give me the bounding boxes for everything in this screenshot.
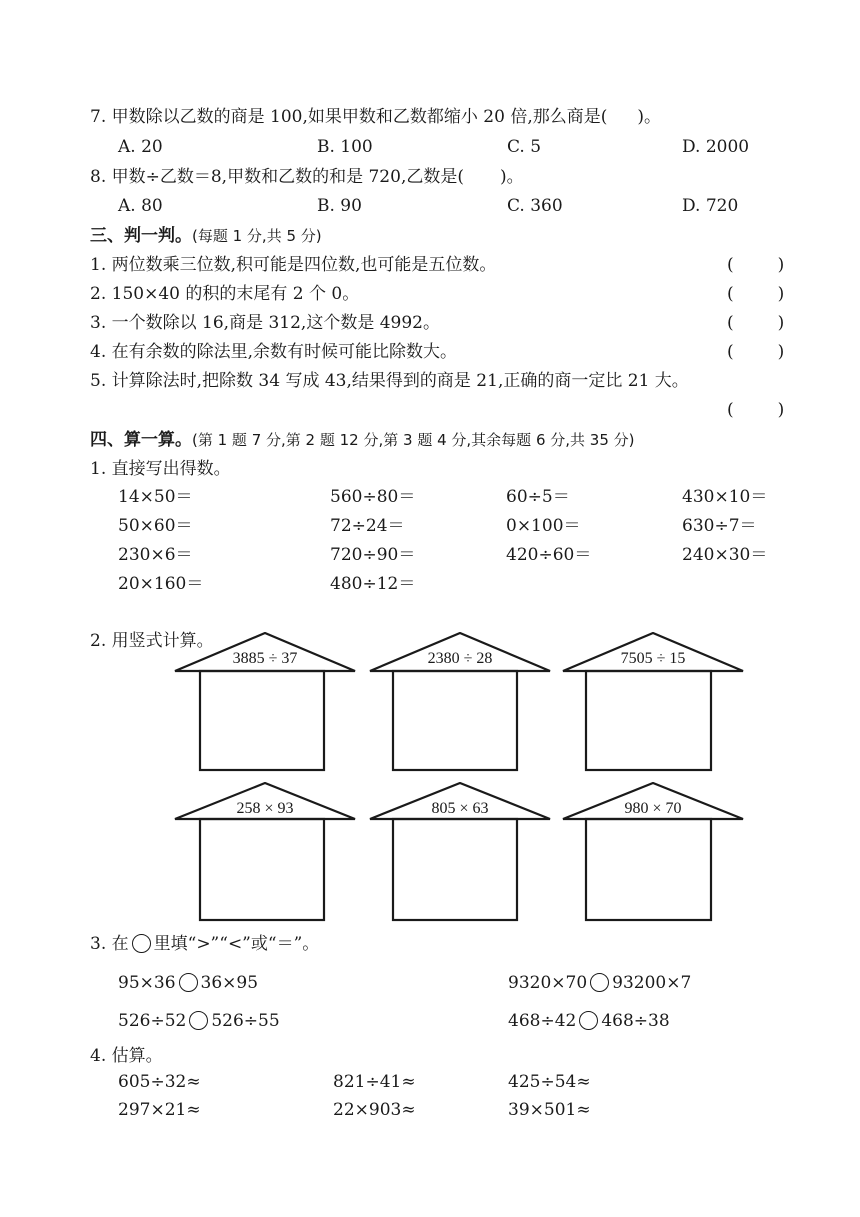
judge-item: 2. 150×40 的积的末尾有 2 个 0。	[90, 284, 360, 304]
compare-item: 468÷42 468÷38	[508, 1011, 670, 1031]
compare-circle[interactable]	[189, 1011, 208, 1030]
section-3-heading	[90, 225, 322, 247]
mc-question-7	[90, 106, 661, 128]
oral-calc: 420÷60＝	[506, 545, 592, 565]
house-calc-box[interactable]	[174, 782, 356, 922]
mc-question-8	[90, 166, 524, 188]
section-title: 三、判一判。	[90, 226, 192, 246]
mc-option: B. 90	[317, 196, 362, 216]
oral-calc: 20×160＝	[118, 574, 204, 594]
compare-item: 95×36 36×95	[118, 973, 259, 993]
answer-parens[interactable]: ( )	[727, 284, 785, 304]
mc-stem: 8. 甲数÷乙数＝8,甲数和乙数的和是 720,乙数是(	[90, 167, 464, 187]
compare-item: 526÷52 526÷55	[118, 1011, 280, 1031]
q4-label: 4. 估算。	[90, 1046, 163, 1066]
estimate-item: 605÷32≈	[118, 1072, 201, 1092]
circle-icon	[132, 934, 151, 953]
oral-calc: 480÷12＝	[330, 574, 416, 594]
answer-parens[interactable]: ( )	[727, 313, 785, 333]
q1-label: 1. 直接写出得数。	[90, 459, 231, 479]
estimate-item: 39×501≈	[508, 1100, 591, 1120]
compare-circle[interactable]	[179, 973, 198, 992]
answer-parens[interactable]: ( )	[727, 342, 785, 362]
section-4-heading	[90, 429, 635, 451]
mc-option: C. 5	[507, 137, 542, 157]
mc-option: D. 720	[682, 196, 739, 216]
oral-calc: 630÷7＝	[682, 516, 757, 536]
house-expression: 7505 ÷ 15	[620, 650, 686, 667]
compare-circle[interactable]	[590, 973, 609, 992]
house-expression: 3885 ÷ 37	[232, 650, 298, 667]
q2-label: 2. 用竖式计算。	[90, 631, 214, 651]
oral-calc: 72÷24＝	[330, 516, 405, 536]
oral-calc: 240×30＝	[682, 545, 768, 565]
estimate-item: 22×903≈	[333, 1100, 416, 1120]
house-calc-box[interactable]	[369, 632, 551, 772]
oral-calc: 230×6＝	[118, 545, 193, 565]
house-expression: 258 × 93	[236, 800, 294, 817]
mc-option: C. 360	[507, 196, 563, 216]
answer-parens[interactable]: ( )	[727, 255, 785, 275]
mc-option: A. 20	[118, 137, 163, 157]
house-calc-box[interactable]	[562, 632, 744, 772]
house-expression: 2380 ÷ 28	[427, 650, 493, 667]
section-title: 四、算一算。	[90, 430, 192, 450]
mc-option: B. 100	[317, 137, 373, 157]
judge-item: 3. 一个数除以 16,商是 312,这个数是 4992。	[90, 313, 440, 333]
judge-item: 1. 两位数乘三位数,积可能是四位数,也可能是五位数。	[90, 255, 497, 275]
house-calc-box[interactable]	[369, 782, 551, 922]
mc-option: A. 80	[118, 196, 163, 216]
mc-stem: 7. 甲数除以乙数的商是 100,如果甲数和乙数都缩小 20 倍,那么商是(	[90, 107, 608, 127]
oral-calc: 50×60＝	[118, 516, 193, 536]
mc-option: D. 2000	[682, 137, 750, 157]
estimate-item: 297×21≈	[118, 1100, 201, 1120]
compare-circle[interactable]	[579, 1011, 598, 1030]
oral-calc: 430×10＝	[682, 487, 768, 507]
estimate-item: 425÷54≈	[508, 1072, 591, 1092]
oral-calc: 560÷80＝	[330, 487, 416, 507]
section-note: (第 1 题 7 分,第 2 题 12 分,第 3 题 4 分,其余每题 6 分,共 35 分)	[192, 431, 635, 449]
house-expression: 980 × 70	[624, 800, 682, 817]
q3-label: 3. 在 里填“>”“<”或“＝”。	[90, 934, 320, 954]
answer-parens[interactable]: ( )	[727, 400, 785, 420]
oral-calc: 60÷5＝	[506, 487, 570, 507]
oral-calc: 14×50＝	[118, 487, 193, 507]
compare-item: 9320×70 93200×7	[508, 973, 692, 993]
section-note: (每题 1 分,共 5 分)	[192, 227, 322, 245]
house-calc-box[interactable]	[562, 782, 744, 922]
oral-calc: 720÷90＝	[330, 545, 416, 565]
mc-stem-end: )。	[499, 167, 524, 187]
judge-item: 5. 计算除法时,把除数 34 写成 43,结果得到的商是 21,正确的商一定比 21 大。	[90, 371, 689, 391]
house-expression: 805 × 63	[431, 800, 489, 817]
oral-calc: 0×100＝	[506, 516, 581, 536]
estimate-item: 821÷41≈	[333, 1072, 416, 1092]
house-calc-box[interactable]	[174, 632, 356, 772]
mc-stem-end: )。	[637, 107, 661, 127]
judge-item: 4. 在有余数的除法里,余数有时候可能比除数大。	[90, 342, 458, 362]
